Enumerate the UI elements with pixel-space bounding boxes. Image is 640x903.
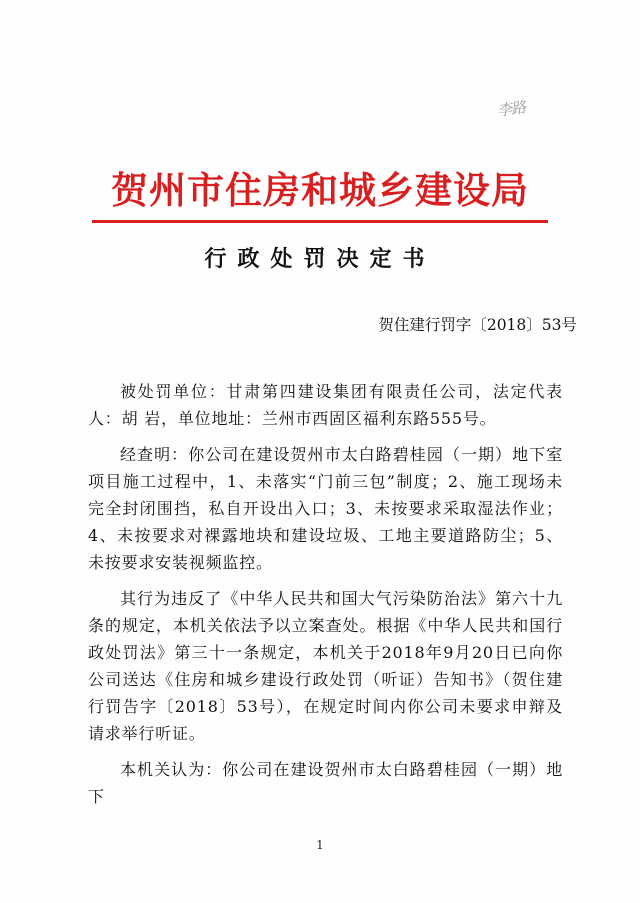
- document-title: 行政处罚决定书: [204, 246, 436, 272]
- organization-title: 贺州市住房和城乡建设局: [111, 168, 529, 212]
- paragraph-opinion: 本机关认为：你公司在建设贺州市太白路碧桂园（一期）地下: [88, 760, 563, 806]
- page-number: 1: [316, 838, 324, 852]
- document-body: [88, 378, 563, 819]
- red-header-rule: [92, 220, 548, 223]
- handwritten-note: 李路: [495, 98, 527, 120]
- paragraph-penalized-party: 被处罚单位：甘肃第四建设集团有限责任公司，法定代表人：胡 岩，单位地址：兰州市西固区福利东路555号。: [88, 382, 563, 428]
- document-number: 贺住建行罚字〔2018〕53号: [378, 316, 577, 334]
- paragraph-violation: 其行为违反了《中华人民共和国大气污染防治法》第六十九条的规定，本机关依法予以立案查处。根据《中华人民共和国行政处罚法》第三十一条规定，本机关于2018年9月20日已向你公司送达《住房和城乡建设行政处罚（听证）告知书》（贺住建行罚告字〔2018〕53号），在规定时间内你公司未要求申辩及请求举行听证。: [88, 589, 563, 743]
- paragraph-findings: 经查明：你公司在建设贺州市太白路碧桂园（一期）地下室项目施工过程中，1、未落实“门前三包”制度；2、施工现场未完全封闭围挡，私自开设出入口；3、未按要求采取湿法作业；4、未按要求对裸露地块和建设垃圾、工地主要道路防尘；5、未按要求安装视频监控。: [88, 445, 563, 572]
